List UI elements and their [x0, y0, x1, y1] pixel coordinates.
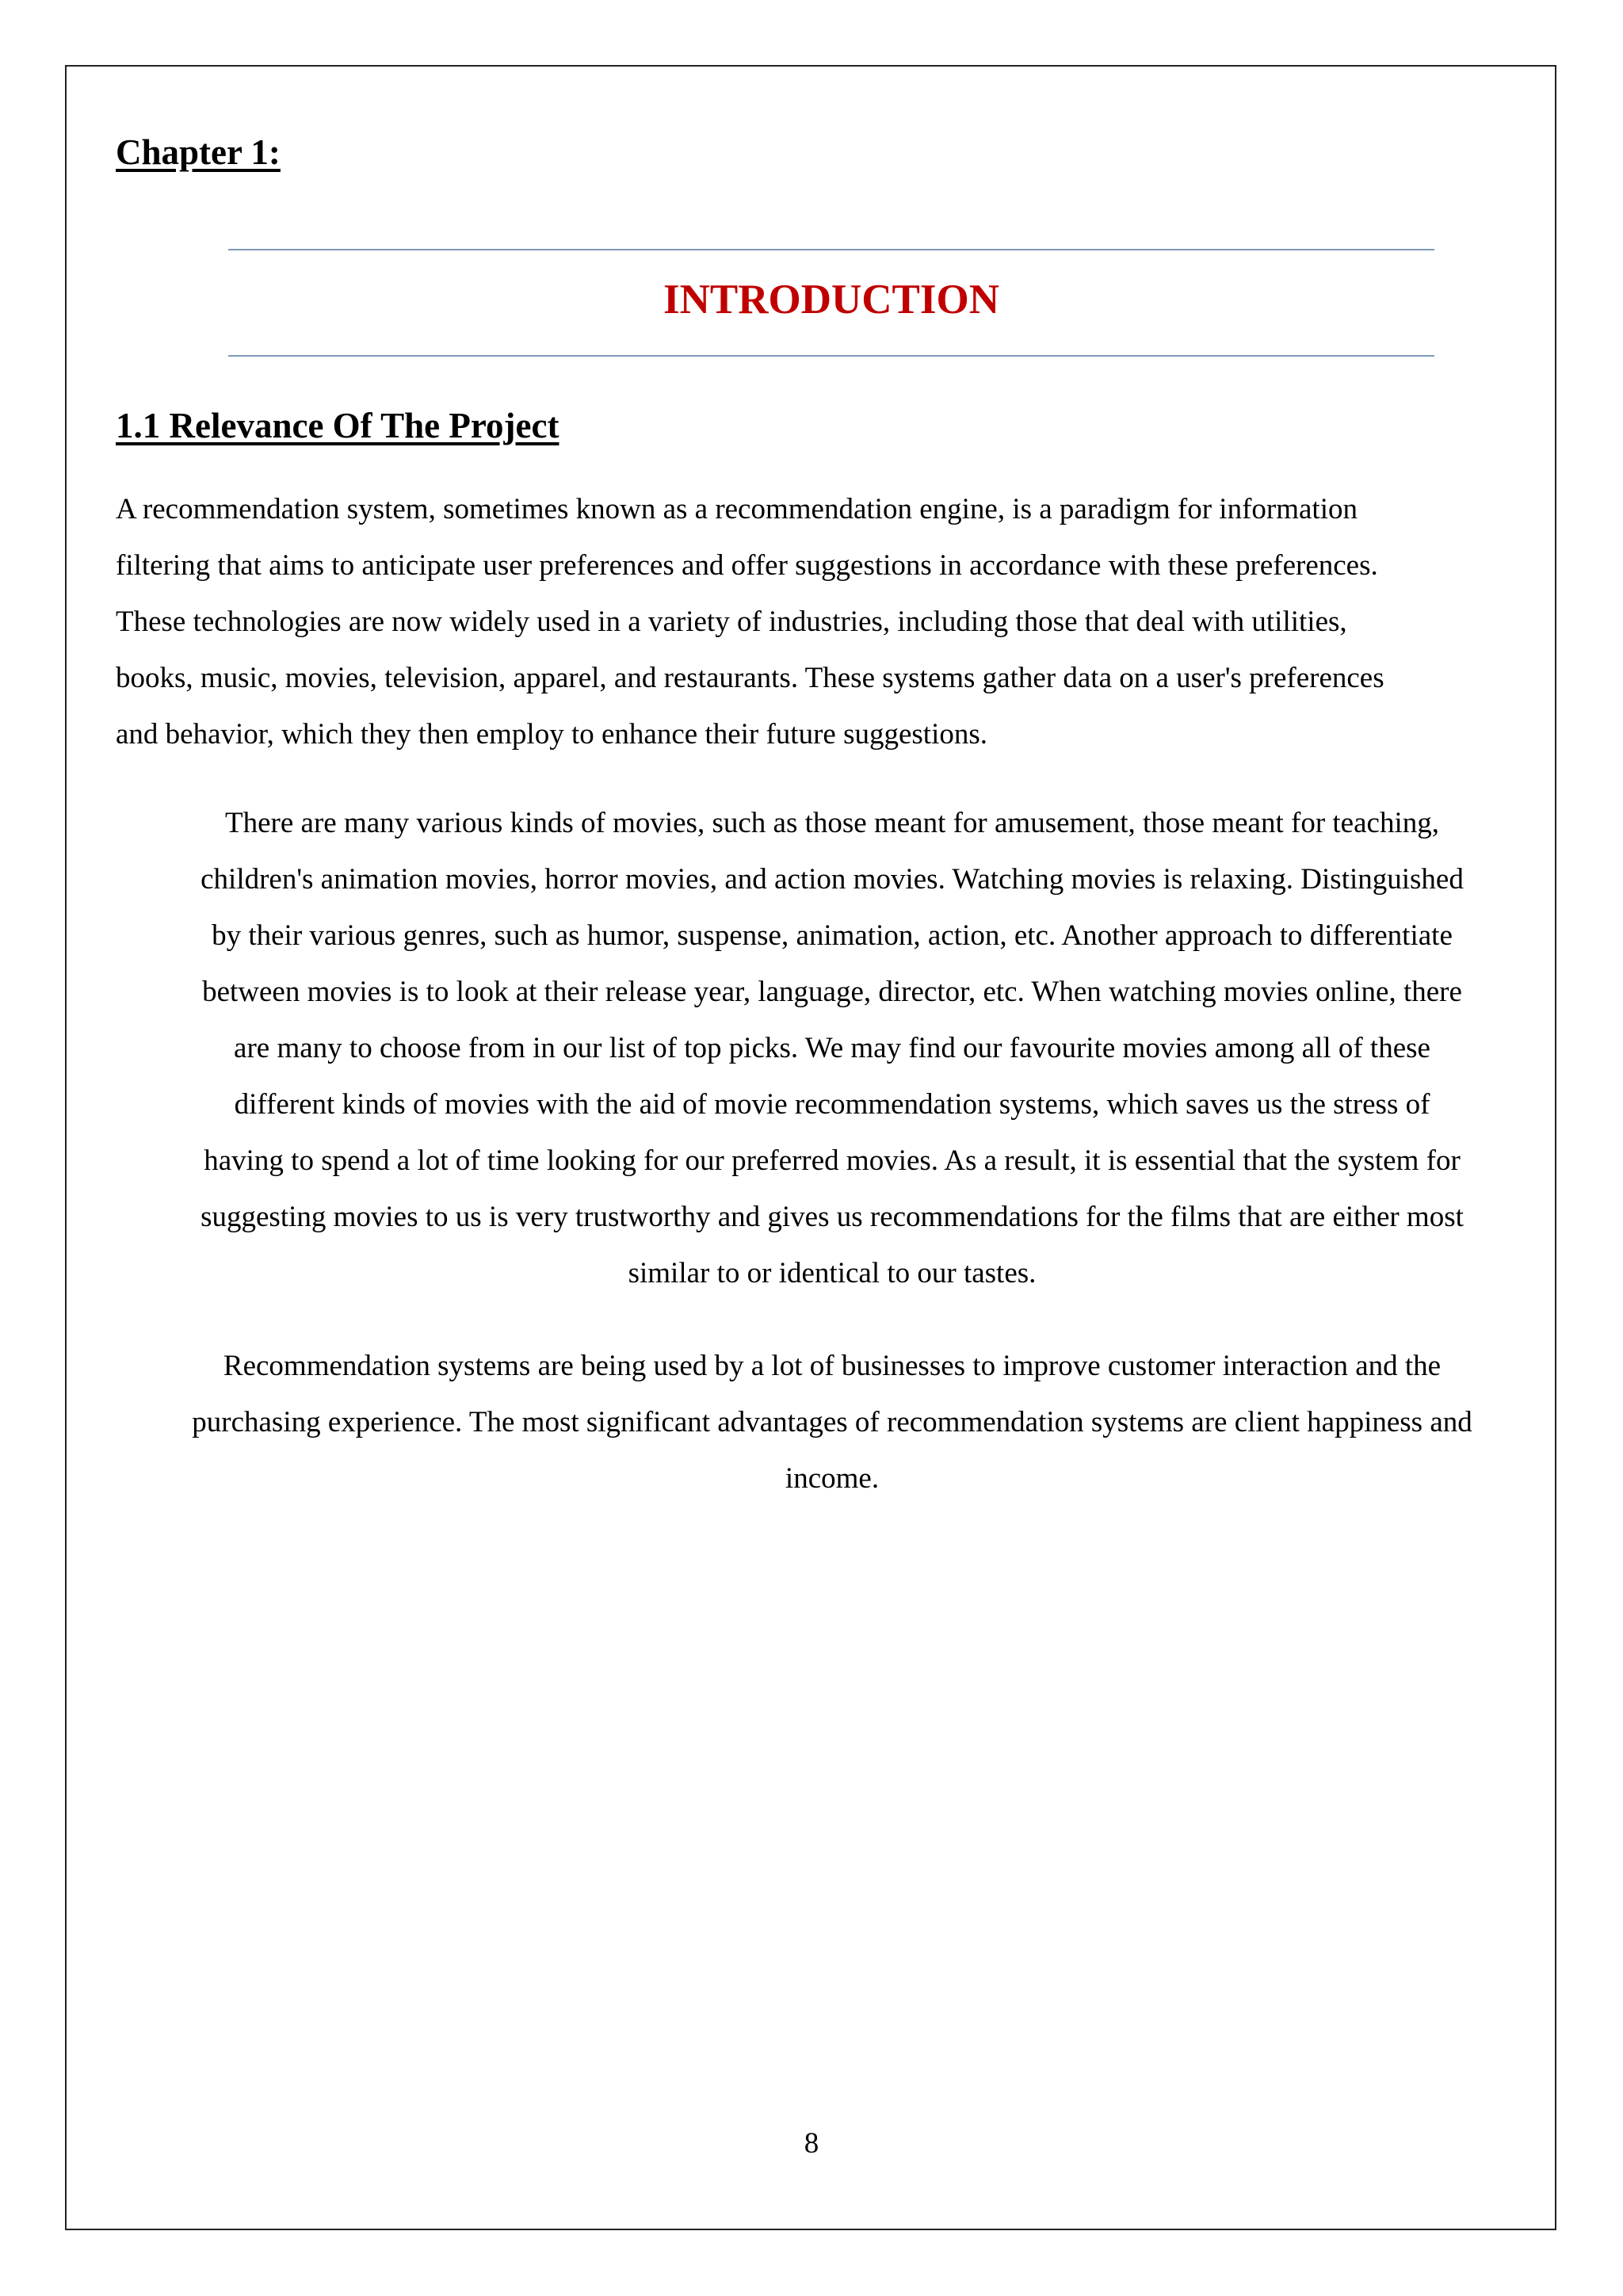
paragraph-2	[116, 795, 1549, 1301]
paragraph-line: children's animation movies, horror movies, and action movies. Watching movies is relaxing. Distinguished	[200, 863, 1464, 896]
paragraph-line: books, music, movies, television, apparel, and restaurants. These systems gather data on a user's preferences	[116, 662, 1384, 694]
paragraph-line: different kinds of movies with the aid of movie recommendation systems, which saves us the stress of	[234, 1088, 1430, 1121]
paragraph-line: income.	[785, 1462, 880, 1495]
paragraph-3	[116, 1338, 1549, 1507]
paragraph-line: These technologies are now widely used in a variety of industries, including those that deal with utilities,	[116, 606, 1347, 638]
paragraph-line: by their various genres, such as humor, suspense, animation, action, etc. Another approach to differentiate	[212, 919, 1453, 952]
paragraph-line: between movies is to look at their release year, language, director, etc. When watching movies online, there	[202, 976, 1462, 1008]
paragraph-line: filtering that aims to anticipate user preferences and offer suggestions in accordance with these preferences.	[116, 549, 1378, 582]
paragraph-line: suggesting movies to us is very trustworthy and gives us recommendations for the films that are either most	[200, 1201, 1464, 1233]
title-top-rule	[228, 249, 1434, 250]
paragraph-line: are many to choose from in our list of top picks. We may find our favourite movies among all of these	[234, 1032, 1430, 1064]
paragraph-line: purchasing experience. The most significant advantages of recommendation systems are client happiness and	[192, 1406, 1472, 1438]
page-number: 8	[804, 2127, 819, 2160]
paragraph-1	[116, 481, 1549, 762]
paragraph-line: There are many various kinds of movies, such as those meant for amusement, those meant for teaching,	[225, 807, 1439, 839]
title-bottom-rule	[228, 355, 1434, 357]
paragraph-line: and behavior, which they then employ to enhance their future suggestions.	[116, 718, 987, 751]
paragraph-line: having to spend a lot of time looking for our preferred movies. As a result, it is essential that the system for	[204, 1144, 1461, 1177]
paragraph-line: A recommendation system, sometimes known as a recommendation engine, is a paradigm for information	[116, 493, 1358, 525]
chapter-heading: Chapter 1:	[116, 132, 281, 172]
introduction-title: INTRODUCTION	[663, 277, 1000, 323]
paragraph-line: similar to or identical to our tastes.	[628, 1257, 1037, 1289]
paragraph-line: Recommendation systems are being used by a lot of businesses to improve customer interaction and the	[223, 1350, 1442, 1382]
section-heading: 1.1 Relevance Of The Project	[116, 406, 559, 445]
